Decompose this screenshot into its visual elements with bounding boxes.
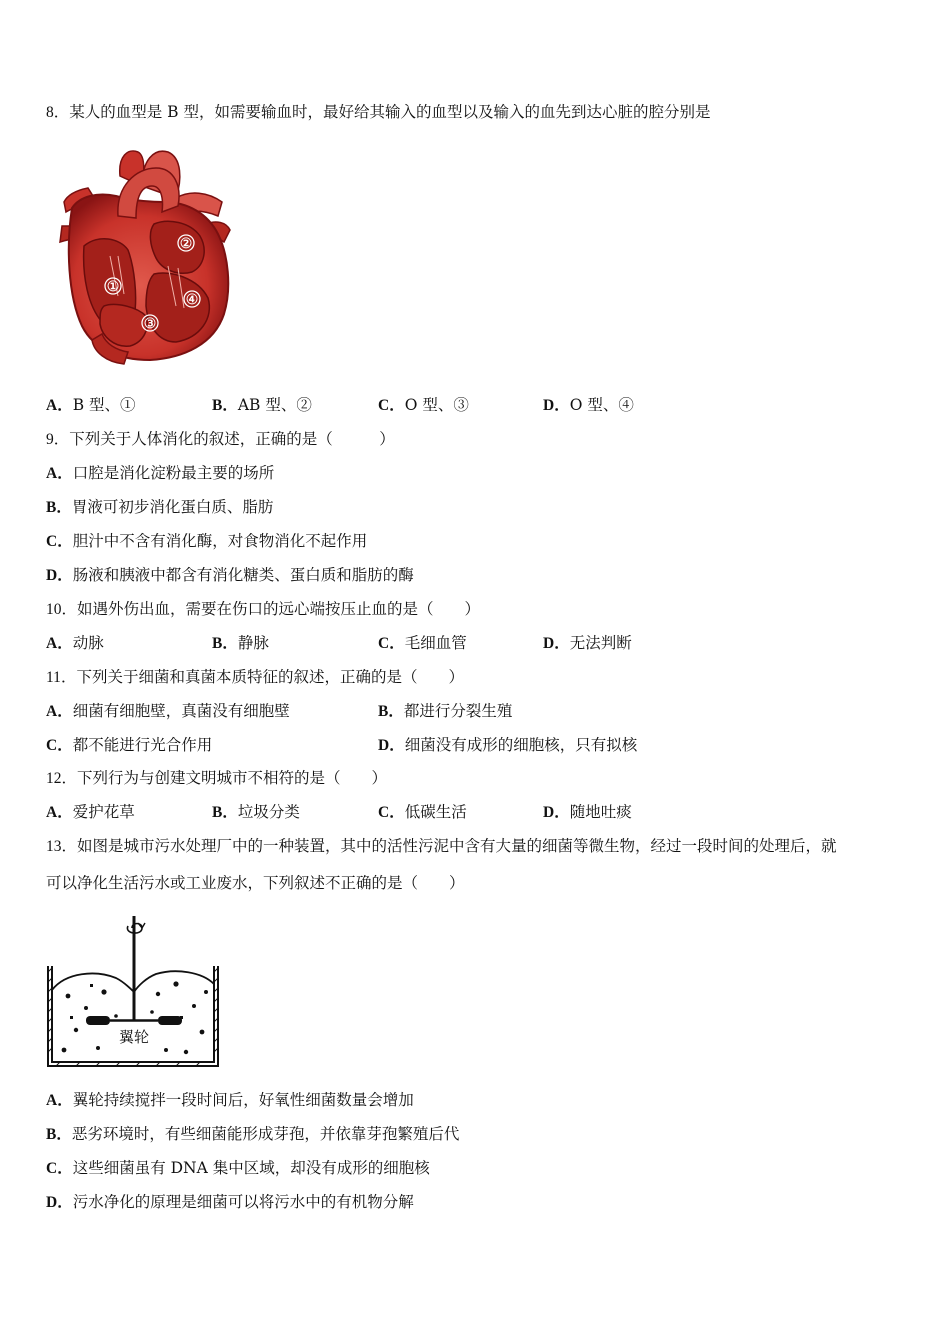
question-9-stem — [46, 429, 395, 450]
option-8c[interactable]: C．O 型、③ — [378, 396, 469, 414]
option-12a[interactable]: A．爱护花草 — [46, 803, 135, 821]
option-9d[interactable]: D．肠液和胰液中都含有消化糖类、蛋白质和脂肪的酶 — [46, 566, 414, 584]
option-8b[interactable]: B．AB 型、② — [212, 396, 312, 414]
option-8a[interactable]: A．B 型、① — [46, 396, 136, 414]
option-11b[interactable]: B．都进行分裂生殖 — [378, 702, 513, 720]
question-text: ．下列行为与创建文明城市不相符的是（ ） — [61, 769, 388, 787]
question-number: 13 — [46, 838, 62, 855]
question-number: 8 — [46, 104, 54, 121]
option-8d[interactable]: D．O 型、④ — [543, 396, 634, 414]
option-10a[interactable]: A．动脉 — [46, 634, 104, 652]
option-10c[interactable]: C．毛细血管 — [378, 634, 467, 652]
question-8-stem — [46, 102, 711, 123]
option-13c[interactable]: C．这些细菌虽有 DNA 集中区域，却没有成形的细胞核 — [46, 1159, 430, 1177]
option-12b[interactable]: B．垃圾分类 — [212, 803, 300, 821]
option-9a[interactable]: A．口腔是消化淀粉最主要的场所 — [46, 464, 275, 482]
option-12c[interactable]: C．低碳生活 — [378, 803, 467, 821]
option-9c[interactable]: C．胆汁中不含有消化酶，对食物消化不起作用 — [46, 532, 368, 550]
question-12-stem — [46, 768, 387, 789]
option-11c[interactable]: C．都不能进行光合作用 — [46, 736, 213, 754]
heart-label-2: ② — [179, 236, 193, 252]
question-number: 9 — [46, 431, 54, 448]
question-13-stem — [46, 836, 837, 857]
option-13b[interactable]: B．恶劣环境时，有些细菌能形成芽孢，并依靠芽孢繁殖后代 — [46, 1125, 460, 1143]
option-13d[interactable]: D．污水净化的原理是细菌可以将污水中的有机物分解 — [46, 1193, 414, 1211]
question-10-stem — [46, 599, 480, 620]
question-13-stem-continued — [46, 873, 465, 893]
question-text: ．如图是城市污水处理厂中的一种装置，其中的活性污泥中含有大量的细菌等微生物，经过一段时间的处理后，就 — [61, 837, 837, 855]
question-text: 可以净化生活污水或工业废水，下列叙述不正确的是（ ） — [46, 874, 465, 892]
heart-label-4: ④ — [185, 292, 199, 308]
question-number: 11 — [46, 669, 61, 686]
sewage-tank-illustration — [46, 912, 222, 1070]
option-13a[interactable]: A．翼轮持续搅拌一段时间后，好氧性细菌数量会增加 — [46, 1091, 414, 1109]
option-10b[interactable]: B．静脉 — [212, 634, 269, 652]
heart-diagram — [58, 146, 234, 368]
question-11-stem — [46, 667, 464, 688]
question-text: ．下列关于人体消化的叙述，正确的是（ ） — [53, 430, 395, 448]
sewage-tank-diagram — [46, 912, 222, 1070]
option-11a[interactable]: A．细菌有细胞壁，真菌没有细胞壁 — [46, 702, 290, 720]
question-number: 12 — [46, 770, 62, 787]
impeller-label: 翼轮 — [118, 1028, 150, 1046]
heart-label-3: ③ — [143, 316, 157, 332]
question-text: ．某人的血型是 B 型，如需要输血时，最好给其输入的血型以及输入的血先到达心脏的腔分别是 — [53, 103, 711, 121]
question-number: 10 — [46, 601, 62, 618]
option-12d[interactable]: D．随地吐痰 — [543, 803, 632, 821]
heart-label-1: ① — [106, 279, 120, 295]
question-text: ．下列关于细菌和真菌本质特征的叙述，正确的是（ ） — [60, 668, 464, 686]
option-11d[interactable]: D．细菌没有成形的细胞核，只有拟核 — [378, 736, 638, 754]
heart-illustration — [58, 146, 234, 368]
question-text: ．如遇外伤出血，需要在伤口的远心端按压止血的是（ ） — [61, 600, 481, 618]
option-9b[interactable]: B．胃液可初步消化蛋白质、脂肪 — [46, 498, 274, 516]
option-10d[interactable]: D．无法判断 — [543, 634, 632, 652]
